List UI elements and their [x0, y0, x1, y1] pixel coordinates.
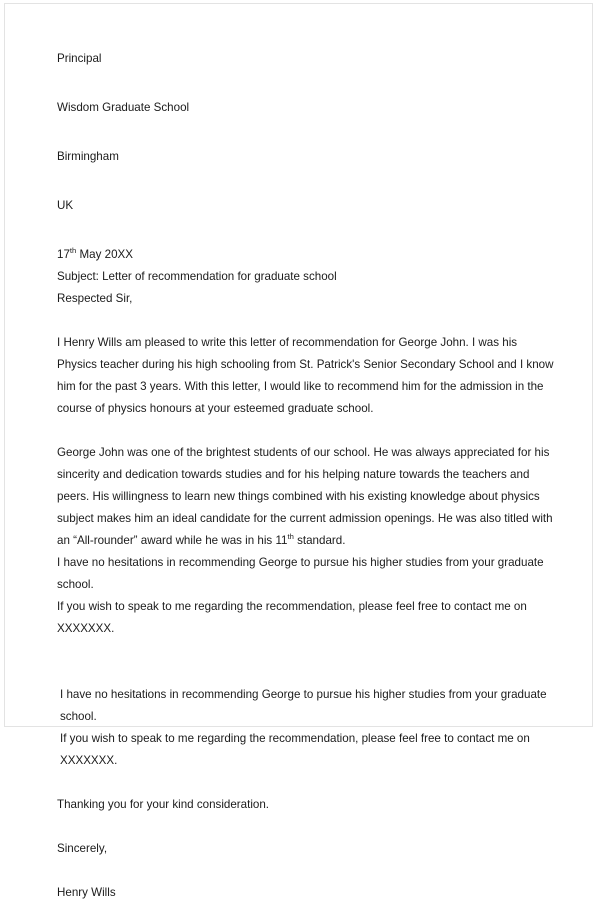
address-line-principal: Principal — [57, 52, 102, 65]
closing-offer-line-1: I have no hesitations in recommending George to pursue his higher studies from your graduate school. — [57, 556, 544, 591]
paragraph-recommendation-part2: standard. — [293, 534, 346, 547]
paragraph-recommendation-part1: George John was one of the brightest students of our school. He was always appreciated for his sincerity and dedication towards studies and for his helping nature towards the teachers and peers. His willingness to learn new things combined with his existing knowledge about physics subject makes him an ideal candidate for the current admission openings. He was also titled with an “All-rounder” award while he was in his — [57, 446, 553, 547]
grade-ordinal-suffix: th — [287, 532, 294, 542]
address-line-school: Wisdom Graduate School — [57, 101, 190, 114]
date-day: 17 — [57, 248, 70, 261]
paragraph-spacer — [57, 640, 557, 684]
address-line-country: UK — [57, 199, 74, 212]
thanks-spacer — [57, 772, 557, 794]
closing-offer-line-2: If you wish to speak to me regarding the recommendation, please feel free to contact me on XXXXXXX. — [57, 600, 527, 635]
grade-number: 11 — [275, 534, 288, 547]
address-line-city: Birmingham — [57, 150, 119, 163]
letter-meta-block — [57, 244, 557, 310]
recipient-address-block — [57, 48, 557, 217]
paragraph-introduction: I Henry Wills am pleased to write this letter of recommendation for George John. I was his Physics teacher during his high schooling from St. Patrick's Senior Secondary School and I know him for the past 3 years. With this letter, I would like to recommend him for the admission in the course of physics honours at your esteemed graduate school. — [57, 336, 554, 415]
date-rest: May 20XX — [76, 248, 133, 261]
date-ordinal-suffix: th — [69, 246, 77, 256]
salutation: Respected Sir, — [57, 292, 133, 305]
subject-line: Subject: Letter of recommendation for graduate school — [57, 270, 337, 283]
valediction: Sincerely, — [57, 842, 108, 855]
signature-name: Henry Wills — [57, 886, 116, 899]
thanks-line: Thanking you for your kind consideration. — [57, 798, 270, 811]
date-line — [57, 244, 557, 266]
repeat-offer-line-1: I have no hesitations in recommending George to pursue his higher studies from your graduate school. — [60, 688, 547, 723]
paragraph-recommendation — [57, 442, 557, 552]
repeat-offer-line-2: If you wish to speak to me regarding the recommendation, please feel free to contact me on XXXXXXX. — [60, 732, 530, 767]
letter-page — [4, 3, 593, 899]
letter-body — [57, 48, 557, 904]
